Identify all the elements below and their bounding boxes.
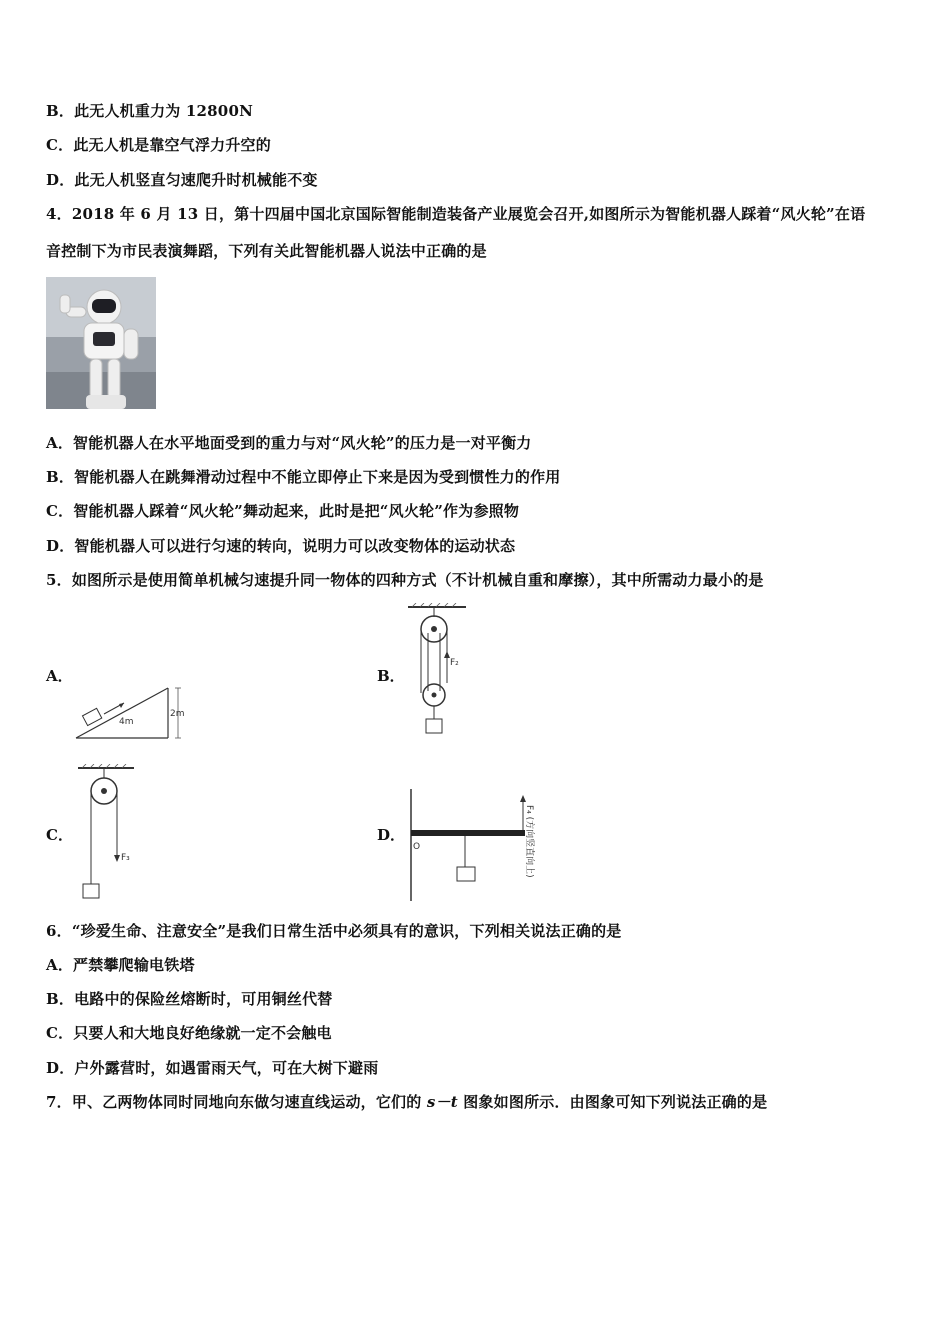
q7-stem-suffix: 图象如图所示．由图象可知下列说法正确的是 [457,1093,768,1111]
robot-photo [46,277,156,409]
q4-option-d: D．智能机器人可以进行匀速的转向，说明力可以改变物体的运动状态 [46,537,516,555]
q4-option-b: B．智能机器人在跳舞滑动过程中不能立即停止下来是因为受到惯性力的作用 [46,468,561,486]
q6-option-c: C．只要人和大地良好绝缘就一定不会触电 [46,1024,332,1042]
q6-option-a: A．严禁攀爬输电铁塔 [46,956,195,974]
q3-option-c: C．此无人机是靠空气浮力升空的 [46,136,271,154]
q4-stem-line1: 4．2018 年 6 月 13 日，第十四届中国北京国际智能制造装备产业展览会召开,如图所示为智能机器人踩着“风火轮”在语 [46,205,866,223]
lever-pivot-label: O [413,842,421,852]
fixed-pulley-force-label: F₃ [121,853,130,863]
q7-stem [46,1092,767,1112]
q3-option-d: D．此无人机竖直匀速爬升时机械能不变 [46,171,318,189]
q4-stem-line2: 音控制下为市民表演舞蹈，下列有关此智能机器人说法中正确的是 [46,242,487,260]
q5-label-d: D． [377,826,406,844]
q3-option-b: B．此无人机重力为 12800N [46,102,253,120]
q5-label-c: C． [46,826,73,844]
q5-label-a: A． [46,667,73,685]
pulley-block-force-label: F₂ [450,658,459,668]
q5-label-b: B． [377,667,405,685]
q6-option-b: B．电路中的保险丝熔断时，可用铜丝代替 [46,990,333,1008]
q5-stem: 5．如图所示是使用简单机械匀速提升同一物体的四种方式（不计机械自重和摩擦），其中所需动力最小的是 [46,571,764,589]
lever-force-label: F₄ (方向竖直向上) [524,805,534,878]
q6-stem: 6．“珍爱生命、注意安全”是我们日常生活中必须具有的意识，下列相关说法正确的是 [46,922,622,940]
incline-height-label: 2m [170,709,185,719]
incline-length-label: 4m [119,717,134,727]
q4-option-a: A．智能机器人在水平地面受到的重力与对“风火轮”的压力是一对平衡力 [46,434,532,452]
q4-option-c: C．智能机器人踩着“风火轮”舞动起来，此时是把“风火轮”作为参照物 [46,502,520,520]
q6-option-d: D．户外露营时，如遇雷雨天气，可在大树下避雨 [46,1059,379,1077]
pulley-block-diagram [404,603,470,743]
lever-diagram [405,787,545,903]
q7-stem-prefix: 7．甲、乙两物体同时同地向东做匀速直线运动，它们的 [46,1093,427,1111]
fixed-pulley-diagram [74,764,138,904]
inclined-plane-diagram [74,682,186,742]
q7-stem-variable: s－t [426,1093,458,1111]
